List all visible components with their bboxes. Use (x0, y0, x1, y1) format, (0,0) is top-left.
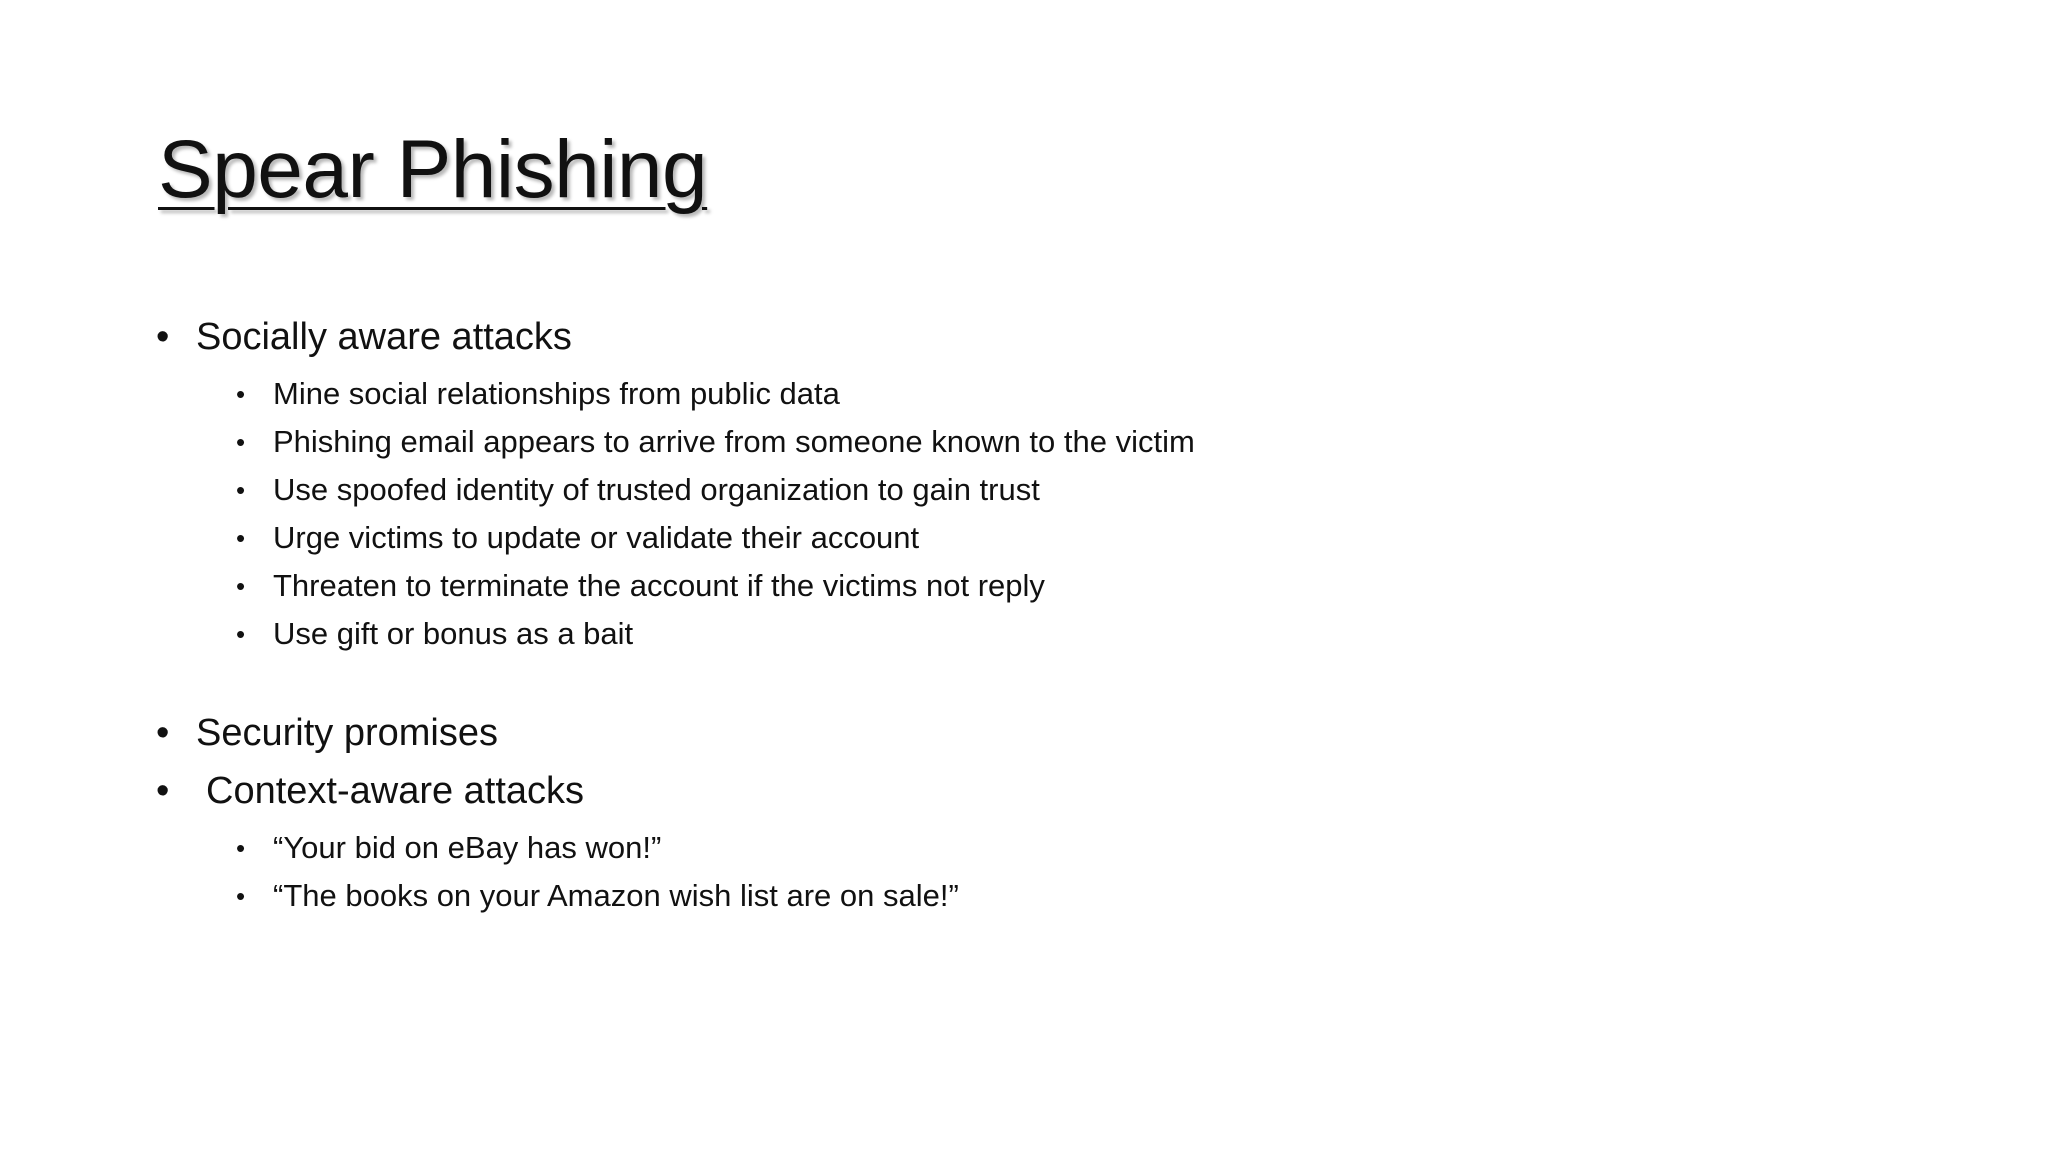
bullet-socially-aware-attacks (156, 312, 1195, 362)
sub-bullet (156, 872, 1195, 920)
sub-bullet (156, 466, 1195, 514)
bullet-icon: • (156, 712, 170, 754)
sub-bullet-text: Use spoofed identity of trusted organization to gain trust (273, 472, 1040, 507)
sub-bullet (156, 418, 1195, 466)
bullet-list (156, 312, 1195, 920)
bullet-text: Socially aware attacks (196, 316, 572, 358)
bullet-text: Security promises (196, 712, 498, 754)
sub-bullet (156, 562, 1195, 610)
bullet-icon: • (236, 379, 246, 409)
bullet-icon: • (236, 833, 246, 863)
sub-bullet (156, 370, 1195, 418)
sub-bullet-text: Use gift or bonus as a bait (273, 616, 634, 651)
sub-bullet-text: “The books on your Amazon wish list are on sale!” (273, 878, 959, 913)
bullet-icon: • (236, 475, 246, 505)
sub-bullet-text: Urge victims to update or validate their account (273, 520, 920, 555)
sub-bullet-text: Threaten to terminate the account if the victims not reply (273, 568, 1045, 603)
bullet-icon: • (236, 427, 246, 457)
sub-bullet (156, 824, 1195, 872)
sub-bullet (156, 610, 1195, 658)
sub-bullet-text: Phishing email appears to arrive from someone known to the victim (273, 424, 1195, 459)
sub-bullet-text: Mine social relationships from public data (273, 376, 840, 411)
sub-bullet (156, 514, 1195, 562)
bullet-security-promises (156, 708, 1195, 758)
bullet-icon: • (236, 881, 246, 911)
bullet-icon: • (236, 571, 246, 601)
bullet-icon: • (156, 316, 170, 358)
bullet-icon: • (236, 523, 246, 553)
bullet-icon: • (236, 619, 246, 649)
bullet-context-aware-attacks (156, 766, 1195, 816)
slide-title: Spear Phishing (158, 124, 708, 215)
bullet-icon: • (156, 770, 170, 812)
sub-bullet-text: “Your bid on eBay has won!” (273, 830, 662, 865)
bullet-text: Context-aware attacks (206, 770, 585, 812)
spacer (156, 658, 1195, 708)
